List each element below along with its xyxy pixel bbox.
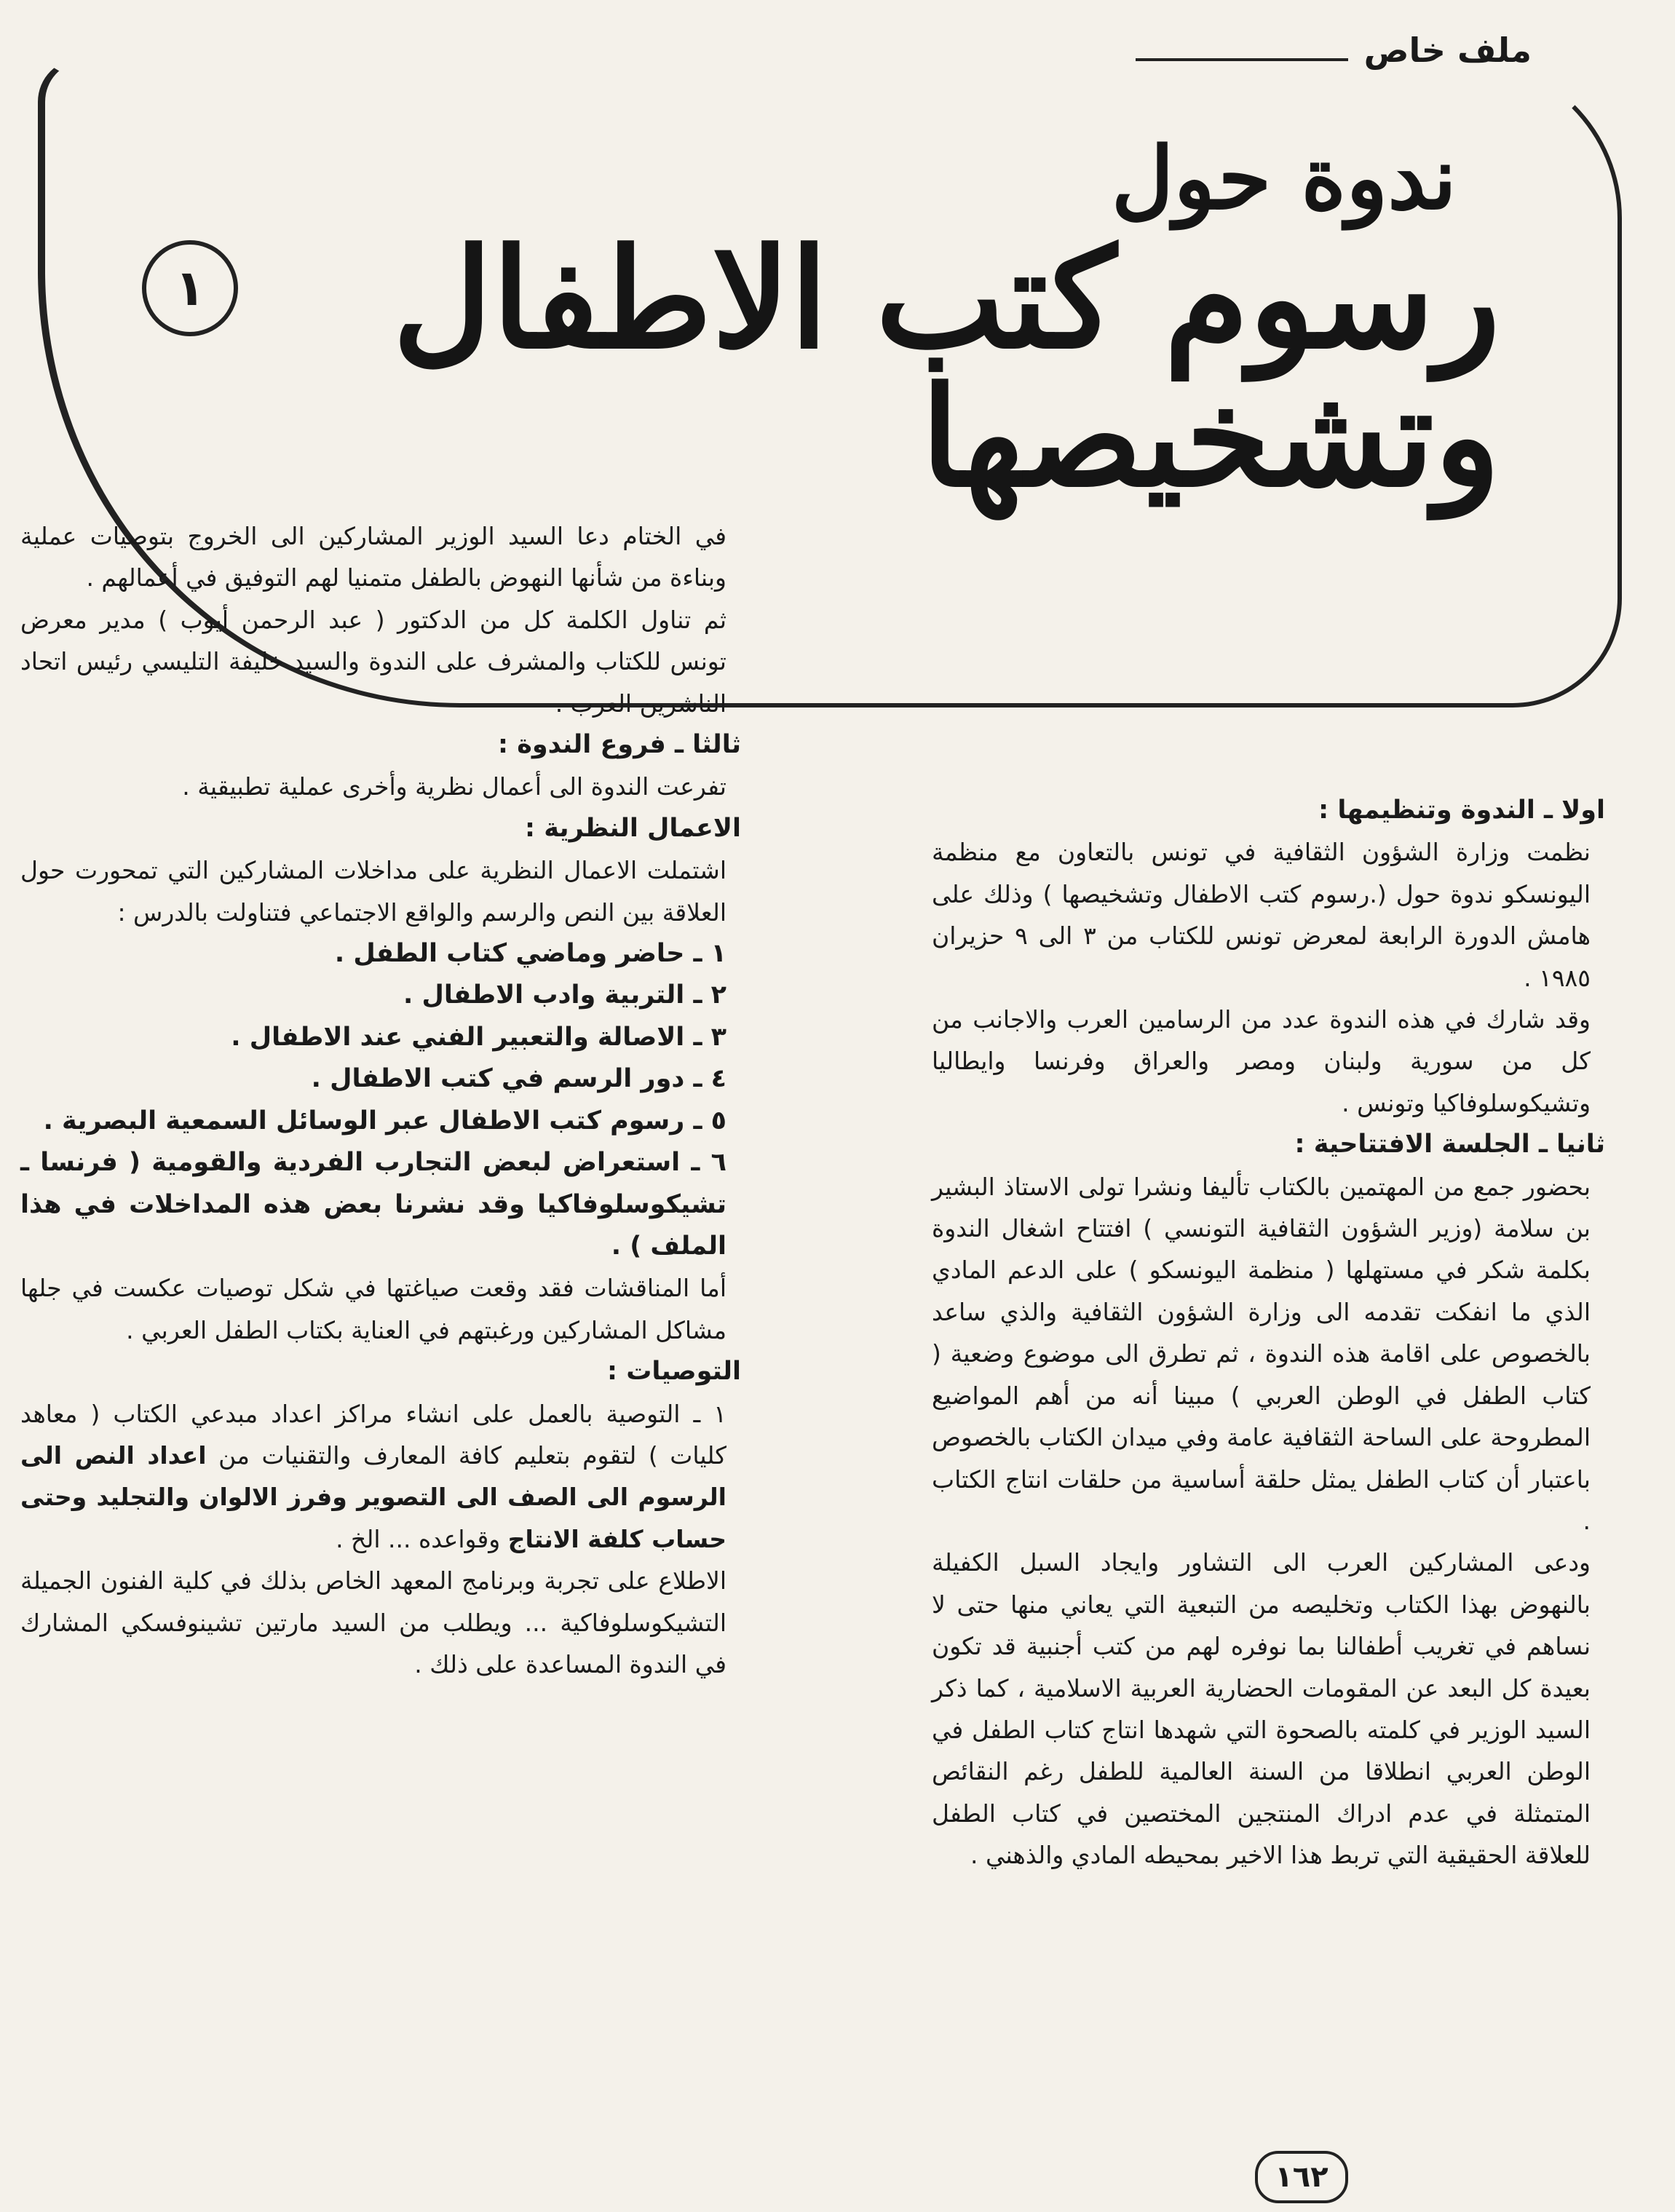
recommendation [20, 1393, 741, 1561]
paragraph: بحضور جمع من المهتمين بالكتاب تأليفا ونشرا تولى الاستاذ البشير بن سلامة (وزير الشؤون الثقافية التونسي ) افتتاح اشغال الندوة بكلمة شكر في مستهلها ( منظمة اليونسكو ) على الدعم المادي الذي ما انفكت تقدمه الى وزارة الشؤون الثقافية والذي ساعد بالخصوص على اقامة هذه الندوة ، ثم تطرق الى موضوع وضعية ( كتاب الطفل في الوطن العربي ) مبينا أنه من أهم المواضيع المطروحة على الساحة الثقافية عامة وفي ميدان الكتاب بالخصوص باعتبار أن كتاب الطفل يمثل حلقة أساسية من حلقات انتاج الكتاب . [932, 1172, 1591, 1535]
paragraph: ثم تناول الكلمة كل من الدكتور ( عبد الرحمن أيوب ) مدير معرض تونس للكتاب والمشرف على الندوة والسيد خليفة التليسي رئيس اتحاد الناشرين العرب . [20, 605, 726, 718]
list-item: ١ ـ حاضر وماضي كتاب الطفل . [334, 939, 726, 969]
paragraph: في الختام دعا السيد الوزير المشاركين الى الخروج بتوصيات عملية وبناءة من شأنها النهوض بالطفل متمنيا لهم التوفيق في أعمالهم . [20, 522, 726, 592]
part-number-badge [142, 240, 238, 336]
paragraph: وقد شارك في هذه الندوة عدد من الرسامين العرب والاجانب من كل من سورية ولبنان ومصر والعراق وفرنسا وايطاليا وتشيكوسلوفاكيا وتونس . [932, 1005, 1591, 1117]
section-heading: التوصيات : [607, 1357, 741, 1387]
title-line-1: ندوة حول [1111, 127, 1457, 229]
paragraph: تفرعت الندوة الى أعمال نظرية وأخرى عملية تطبيقية . [182, 772, 726, 801]
page-number: ١٦٢ [1275, 2160, 1328, 2194]
recommendation-text-end: وقواعده ... الخ . [336, 1524, 501, 1553]
paragraph: نظمت وزارة الشؤون الثقافية في تونس بالتعاون مع منظمة اليونسكو ندوة حول (.رسوم كتب الاطفال وتشخيصها ) وذلك على هامش الدورة الرابعة لمعرض تونس للكتاب من ٣ الى ٩ حزيران ١٩٨٥ . [932, 838, 1591, 992]
list-item: ٢ ـ التربية وادب الاطفال . [403, 980, 726, 1010]
title-line-3: وتشخيصها [921, 357, 1500, 518]
section-heading: ثانيا ـ الجلسة الافتتاحية : [1294, 1130, 1605, 1159]
list-item: ٤ ـ دور الرسم في كتب الاطفال . [311, 1064, 726, 1094]
section-heading: اولا ـ الندوة وتنظيمها : [1318, 796, 1605, 825]
paragraph: ودعى المشاركين العرب الى التشاور وايجاد السبل الكفيلة بالنهوض بهذا الكتاب وتخليصه من التبعية التي يعاني منها حتى لا نساهم في تغريب أطفالنا بما نوفره لهم من كتب أجنبية قد تكون بعيدة كل البعد عن المقومات الحضارية العربية الاسلامية ، كما ذكر السيد الوزير في كلمته بالصحوة التي شهدها انتاج كتاب الطفل في الوطن العربي انطلاقا من السنة العالمية للطفل رغم النقائص المتمثلة في عدم ادراك المنتجين المختصين في كتاب الطفل للعلاقة الحقيقية التي تربط هذا الاخير بمحيطه المادي والذهني . [932, 1548, 1591, 1870]
paragraph: اشتملت الاعمال النظرية على مداخلات المشاركين التي تمحورت حول العلاقة بين النص والرسم والواقع الاجتماعي فتناولت بالدرس : [20, 856, 726, 927]
title-line-2: رسوم كتب الاطفال [392, 218, 1500, 379]
section-heading: ثالثا ـ فروع الندوة : [498, 730, 741, 760]
list-item: ٥ ـ رسوم كتب الاطفال عبر الوسائل السمعية البصرية . [43, 1106, 726, 1135]
paragraph: أما المناقشات فقد وقعت صياغتها في شكل توصيات عكست في جلها مشاكل المشاركين ورغبتهم في العناية بكتاب الطفل العربي . [20, 1274, 726, 1344]
right-column [932, 790, 1605, 1876]
left-column [20, 515, 741, 1685]
recommendation-text: ١ ـ التوصية بالعمل على انشاء مراكز اعداد مبدعي الكتاب ( معاهد كليات ) لتقوم بتعليم كافة المعارف والتقنيات من [20, 1399, 726, 1470]
list-item: ٦ ـ استعراض لبعض التجارب الفردية والقومية ( فرنسا ـ تشيكوسلوفاكيا وقد نشرنا بعض هذه المداخلات في هذا الملف ) . [20, 1148, 726, 1261]
recommendation-emphasis: اعداد النص الى الرسوم الى الصف الى التصوير وفرز الالوان والتجليد وحتى حساب كلفة الانتاج [20, 1440, 726, 1553]
section-heading: الاعمال النظرية : [525, 813, 741, 843]
part-number: ١ [175, 259, 205, 317]
list-item: ٣ ـ الاصالة والتعبير الفني عند الاطفال . [231, 1022, 726, 1052]
paragraph: الاطلاع على تجربة وبرنامج المعهد الخاص بذلك في كلية الفنون الجميلة التشيكوسلوفاكية ... ويطلب من السيد مارتين تشينوفسكي المشارك في الندوة المساعدة على ذلك . [20, 1566, 726, 1678]
page-number-badge [1255, 2151, 1348, 2203]
section-label: ملف خاص [1348, 31, 1548, 70]
